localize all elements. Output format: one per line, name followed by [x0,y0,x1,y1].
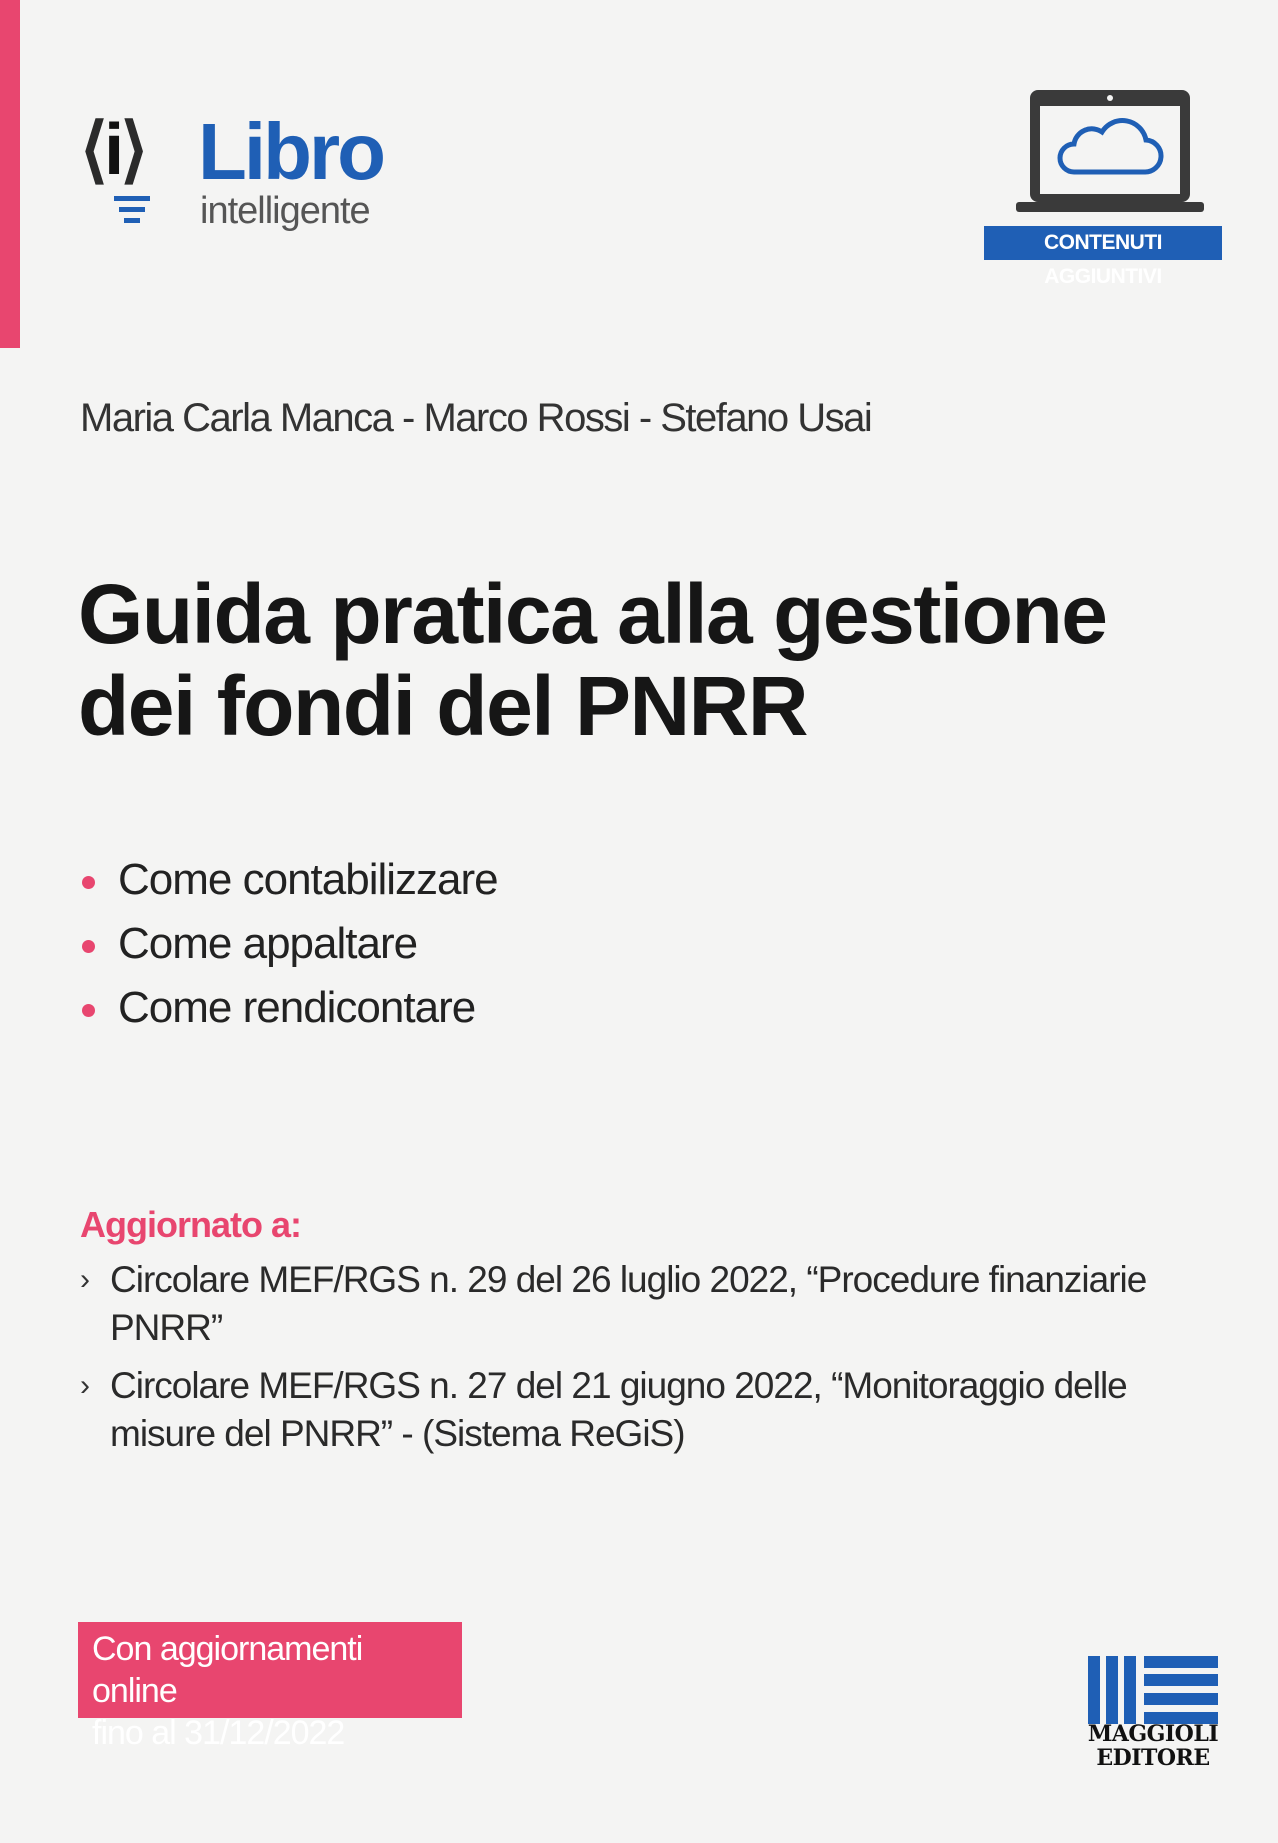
updates-list [80,1256,1210,1468]
logo-i: i [104,110,121,190]
book-title [78,568,1107,752]
list-item: › Circolare MEF/RGS n. 27 del 21 giugno 2022, “Monitoraggio delle misure del PNRR” - (Sistema ReGiS) [80,1362,1210,1458]
chevron-right-icon: › [80,1263,89,1296]
bullet-dot-icon [82,1004,95,1017]
logo-bracket-right: ⟩ [120,110,145,190]
bullet-dot-icon [82,940,95,953]
maggioli-mark-icon [1088,1656,1218,1724]
online-box-line-1: Con aggiornamenti online [92,1630,363,1710]
authors: Maria Carla Manca - Marco Rossi - Stefano Usai [80,396,872,440]
bullet-dot-icon [82,876,95,889]
contenuti-aggiuntivi-badge: CONTENUTI AGGIUNTIVI [984,226,1222,260]
title-line-1: Guida pratica alla gestione [78,567,1107,661]
logo-bracket-left: ⟨ [80,110,105,190]
list-item: › Circolare MEF/RGS n. 29 del 26 luglio 2022, “Procedure finanziarie PNRR” [80,1256,1210,1352]
feature-list [80,848,498,1040]
publisher-logo [1084,1656,1222,1774]
title-line-2: dei fondi del PNRR [78,659,807,753]
ilibro-logo [80,108,400,238]
lightbulb-lines-icon [110,194,154,230]
list-item: Come rendicontare [80,976,498,1040]
online-box-line-2: fino al 31/12/2022 [92,1714,345,1752]
logo-subtitle: intelligente [200,190,370,232]
online-updates-box [78,1622,462,1752]
ilibro-brackets [80,110,145,190]
list-item: Come contabilizzare [80,848,498,912]
publisher-name: MAGGIOLI EDITORE [1087,1721,1219,1771]
updated-label: Aggiornato a: [80,1204,301,1245]
pink-edge-stripe [0,0,20,348]
list-item: Come appaltare [80,912,498,976]
logo-word: Libro [198,107,383,196]
chevron-right-icon: › [80,1369,89,1402]
